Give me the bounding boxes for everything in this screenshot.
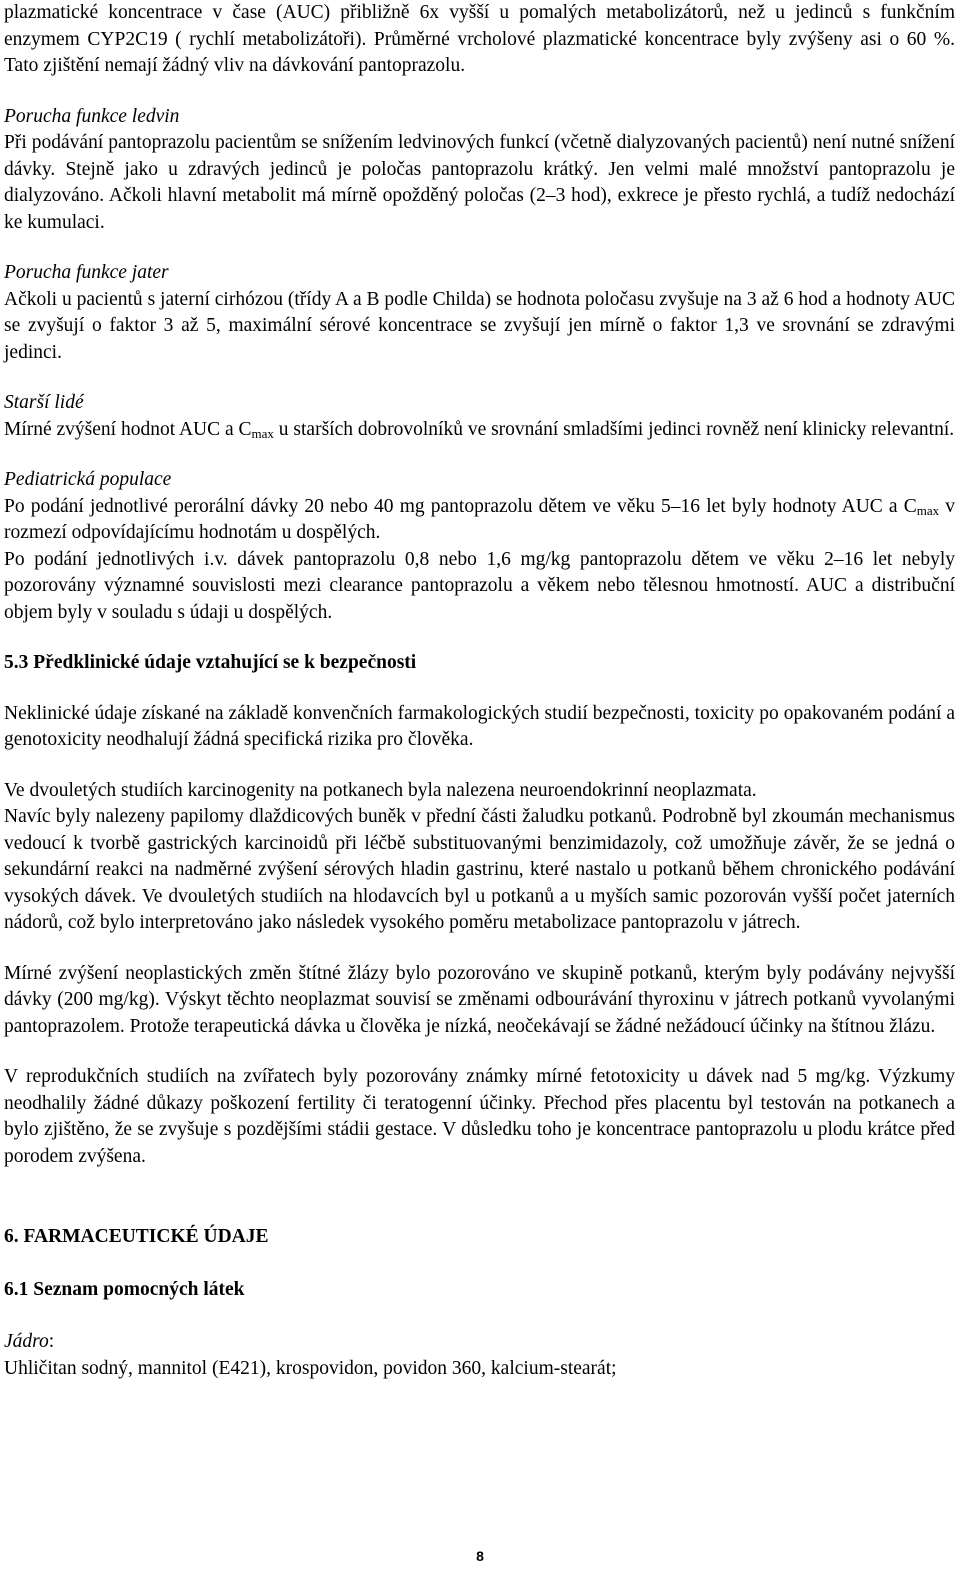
pediatric-cmax-sub: max	[916, 502, 940, 518]
paragraph-pediatric-2: Po podání jednotlivých i.v. dávek pantoprazolu 0,8 nebo 1,6 mg/kg pantoprazolu dětem ve věku 2–16 let nebyly pozorovány významné souvislosti mezi clearance pantoprazolu a věkem nebo tělesnou hmotností. AUC a distribuční objem byly v souladu s údaji u dospělých.	[4, 548, 955, 623]
paragraph-preclinical-2a: Ve dvouletých studiích karcinogenity na potkanech byla nalezena neuroendokrinní neoplazmata.	[4, 779, 757, 801]
elderly-text-a: Mírné zvýšení hodnot AUC a C	[4, 418, 252, 440]
paragraph-preclinical-1: Neklinické údaje získané na základě konvenčních farmakologických studií bezpečnosti, toxicity po opakovaném podání a genotoxicity neodhalují žádná specifická rizika pro člověka.	[4, 702, 955, 750]
core-label-line	[4, 1329, 955, 1356]
heading-section-5-3: 5.3 Předklinické údaje vztahující se k bezpečnosti	[4, 652, 417, 673]
subheading-elderly: Starší lidé	[4, 392, 84, 413]
paragraph-hepatic: Ačkoli u pacientů s jaterní cirhózou (třídy A a B podle Childa) se hodnota poločasu zvyšuje na 3 až 6 hod a hodnoty AUC se zvyšují o faktor 3 až 5, maximální sérové koncentrace se zvyšují jen mírně o faktor 1,3 ve srovnání se zdravými jedinci.	[4, 288, 955, 363]
paragraph-preclinical-2b: Navíc byly nalezeny papilomy dlaždicových buněk v přední části žaludku potkanů. Podrobně byl zkoumán mechanismus vedoucí k tvorbě gastrických karcinoidů při léčbě substituovanými benzimidazoly, což umožňuje závěr, že se jedná o sekundární reakci na nadměrné zvýšení sérových hladin gastrinu, které nastalo u potkanů během chronického podávání vysokých dávek. Ve dvouletých studiích na hlodavcích byl u potkanů a u myších samic pozorován vyšší počet jaterních nádorů, což bylo interpretováno jako následek vysokého poměru metabolizace pantoprazolu v játrech.	[4, 806, 955, 933]
page-number: 8	[476, 1548, 484, 1564]
subheading-hepatic: Porucha funkce jater	[4, 262, 169, 283]
core-colon: :	[48, 1331, 55, 1352]
document-page	[4, 0, 955, 1382]
paragraph-preclinical-4: V reprodukčních studiích na zvířatech byly pozorovány známky mírné fetotoxicity u dávek nad 5 mg/kg. Výzkumy neodhalily žádné důkazy poškození fertility či teratogenní účinky. Přechod přes placentu byl testován na potkanech a bylo zjištěno, že se zvyšuje s pozdějšími stádii gestace. V důsledku toho je koncentrace pantoprazolu u plodu krátce před porodem zvýšena.	[4, 1066, 955, 1167]
elderly-cmax-sub: max	[251, 425, 274, 441]
core-label: Jádro	[4, 1331, 49, 1352]
paragraph-elderly	[4, 417, 955, 444]
subheading-pediatric: Pediatrická populace	[4, 469, 172, 490]
pediatric-text-b: v rozmezí odpovídajícímu hodnotám u dospělých.	[4, 495, 955, 543]
paragraph-auc: plazmatické koncentrace v čase (AUC) přibližně 6x vyšší u pomalých metabolizátorů, než u jedinců s funkčním enzymem CYP2C19 ( rychlí metabolizátoři). Průměrné vrcholové plazmatické koncentrace byly zvýšeny asi o 60 %. Tato zjištění nemají žádný vliv na dávkování pantoprazolu.	[4, 2, 955, 76]
paragraph-preclinical-3: Mírné zvýšení neoplastických změn štítné žlázy bylo pozorováno ve skupině potkanů, kterým byly podávány nejvyšší dávky (200 mg/kg). Výskyt těchto neoplazmat souvisí se změnami odbourávání thyroxinu v játrech potkanů vyvolanými pantoprazolem. Protože terapeutická dávka u člověka je nízká, neočekávají se žádné nežádoucí účinky na štítnou žlázu.	[4, 962, 955, 1037]
heading-section-6-1: 6.1 Seznam pomocných látek	[4, 1278, 245, 1300]
paragraph-renal: Při podávání pantoprazolu pacientům se snížením ledvinových funkcí (včetně dialyzovaných pacientů) není nutné snížení dávky. Stejně jako u zdravých jedinců je poločas pantoprazolu krátký. Jen velmi malé množství pantoprazolu je dialyzováno. Ačkoli hlavní metabolit má mírně opožděný poločas (2–3 hod), exkrece je přesto rychlá, a tudíž nedochází ke kumulaci.	[4, 132, 955, 233]
paragraph-pediatric-1	[4, 494, 955, 547]
paragraph-excipients: Uhličitan sodný, mannitol (E421), krospovidon, povidon 360, kalcium-stearát;	[4, 1357, 617, 1379]
subheading-renal: Porucha funkce ledvin	[4, 105, 180, 127]
heading-section-6: 6. FARMACEUTICKÉ ÚDAJE	[4, 1226, 269, 1247]
pediatric-text-a: Po podání jednotlivé perorální dávky 20 nebo 40 mg pantoprazolu dětem ve věku 5–16 let byly hodnoty AUC a C	[4, 495, 917, 517]
elderly-text-b: u starších dobrovolníků ve srovnání smladšími jedinci rovněž není klinicky relevantní.	[273, 418, 955, 440]
